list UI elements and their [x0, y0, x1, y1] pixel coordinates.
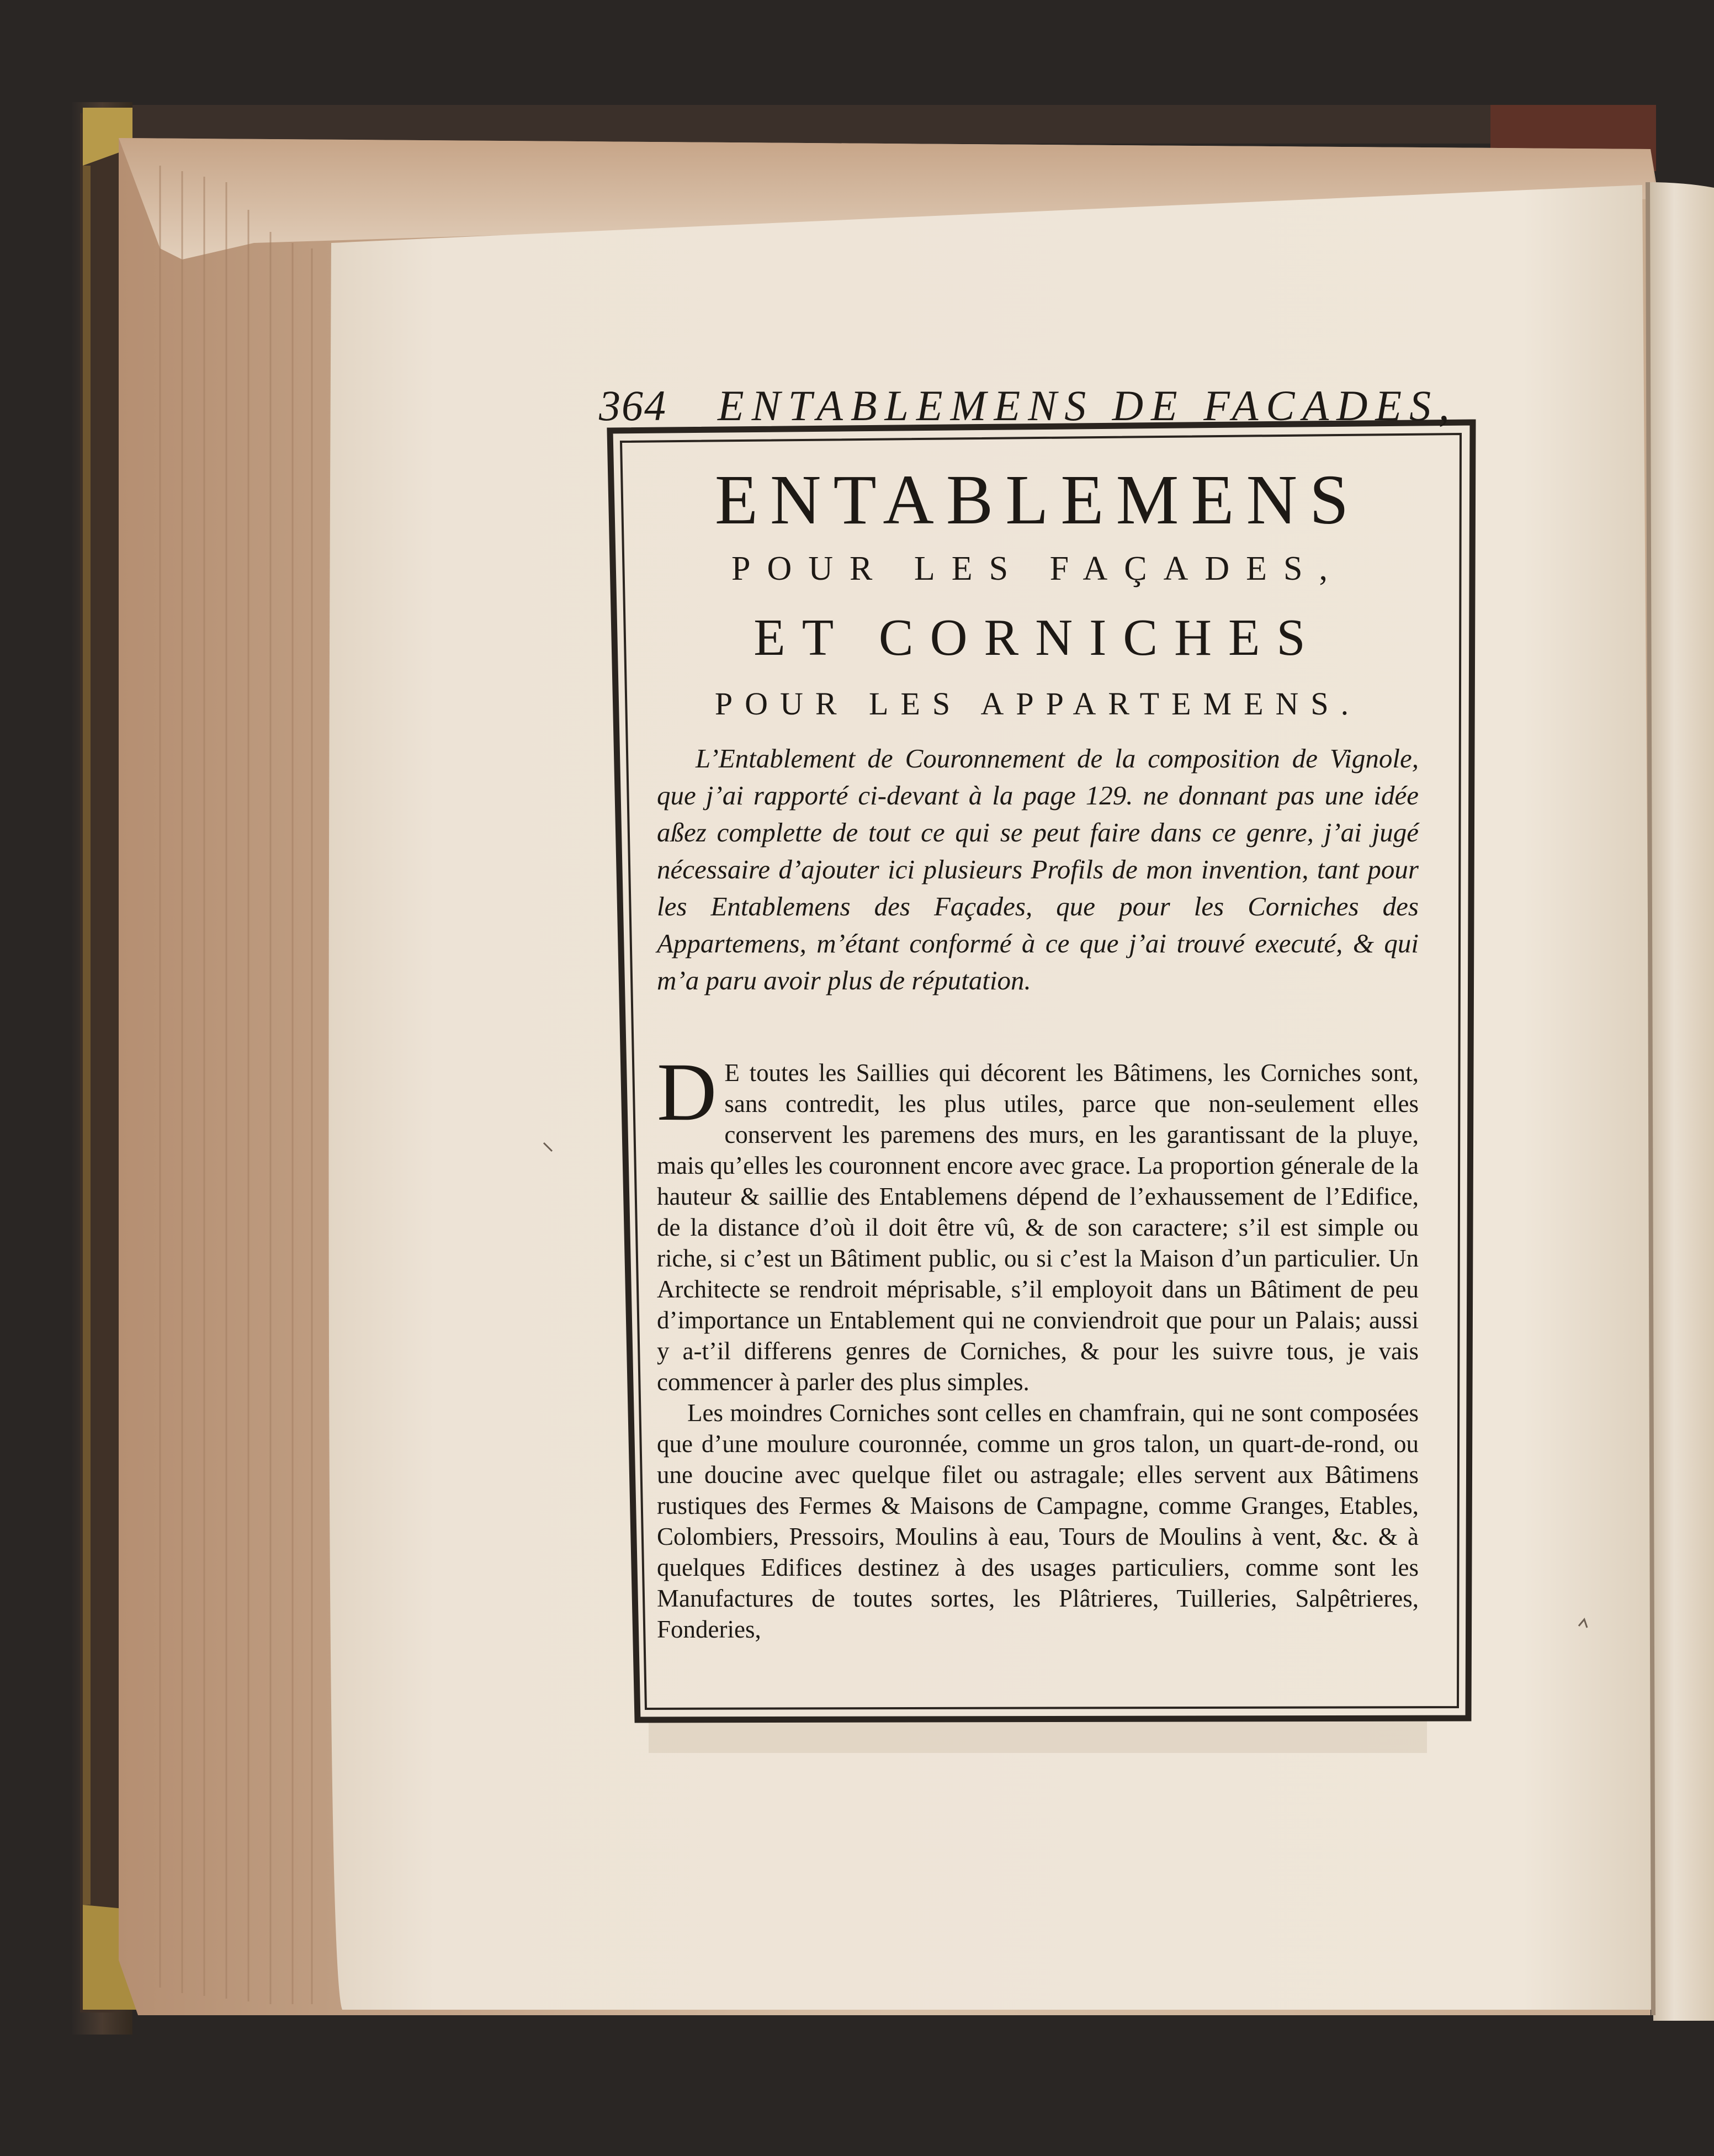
intro-paragraph: L’Entablement de Couronnement de la composition de Vignole, que j’ai rapporté ci-devant à la page 129. ne donnant pas une idée aßez complette de tout ce qui se peut faire dans ce genre, j’ai jugé nécessaire d’ajouter ici plusieurs Profils de mon invention, tant pour les Entablemens des Façades, que pour les Corniches des Appartemens, m’étant conformé à ce que j’ai trouvé executé, & qui m’a paru avoir plus de réputation.	[657, 743, 1419, 995]
right-page	[1648, 182, 1714, 2021]
running-head	[599, 381, 1457, 431]
drop-cap: D	[657, 1046, 717, 1138]
page-number: 364	[599, 382, 667, 430]
body-paragraph-2: Les moindres Corniches sont celles en chamfrain, qui ne sont composées que d’une moulure couronnée, comme un gros talon, un quart-de-rond, ou une doucine avec quelque filet ou astragale; elles servent aux Bâtimens rustiques des Fermes & Maisons de Campagne, comme Granges, Etables, Colombiers, Pressoirs, Moulins à eau, Tours de Moulins à vent, &c. & à quelques Edifices destinez à des usages particuliers, comme sont les Manufactures de toutes sortes, les Plâtrieres, Tuilleries, Salpêtrieres, Fonderies,	[657, 1399, 1419, 1643]
body-text	[657, 1046, 1419, 1645]
heading-pour-les-facades: POUR LES FAÇADES,	[731, 550, 1345, 587]
heading-et-corniches: ET CORNICHES	[753, 609, 1322, 666]
running-title: ENTABLEMENS DE FACADES,	[718, 382, 1457, 430]
paragraph-1-text: E toutes les Saillies qui décorent les Bâtimens, les Corniches sont, sans contredit, les plus utiles, parce que non-seulement elles conservent les paremens des murs, en les garantissant de la pluye, mais qu’elles les couronnent encore avec grace. La proportion génerale de la hauteur & saillie des Entablemens dépend de l’exhaussement de l’Edifice, de la distance d’où il doit être vû, & de son caractere; s’il est simple ou riche, si c’est un Bâtiment public, ou si c’est la Maison d’un particulier. Un Architecte se rendroit méprisable, s’il employoit dans un Bâtiment de peu d’importance un Entablement qui ne conviendroit que pour un Palais; aussi y a-t’il differens genres de Corniches, & pour les suivre tous, je vais commencer à parler des plus simples.	[657, 1059, 1419, 1396]
heading-pour-les-appartemens: POUR LES APPARTEMENS.	[714, 686, 1361, 722]
body-paragraph-1	[657, 1046, 1419, 1397]
heading-entablemens: ENTABLEMENS	[714, 460, 1361, 539]
